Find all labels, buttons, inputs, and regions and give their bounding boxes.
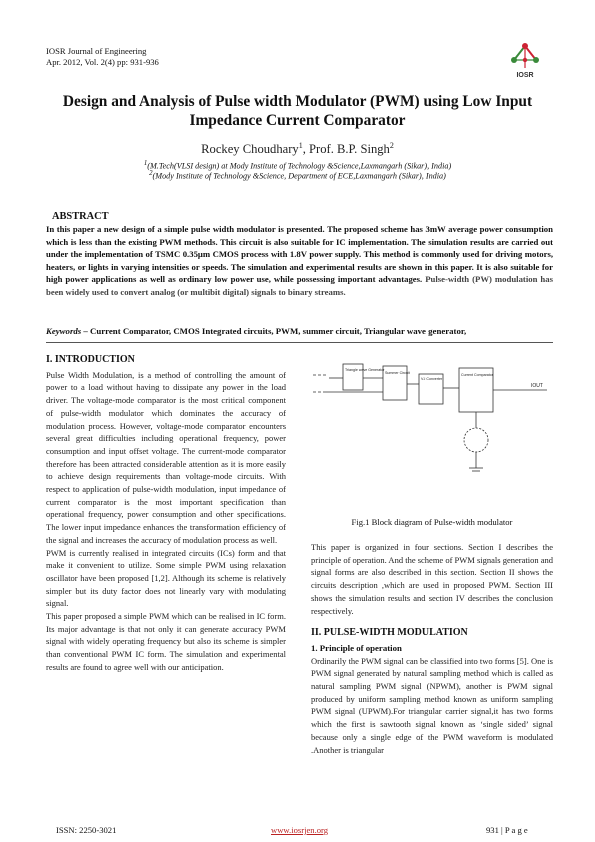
author-1-sup: 1 [298,141,303,150]
intro-paragraph-2: PWM is currently realised in integrated circuits (ICs) form and that make it convenient to utilize. Some simple PWM using relaxation oscillator have been proposed [1,2]. Although its scheme is relatively simpler but its duty factor does not linearly vary with modulating signal. [46,547,286,609]
affiliation-2 [40,170,555,181]
affiliation-2-text: (Mody Institute of Technology &Science, Department of ECE,Laxmangarh (Sikar), India) [152,171,446,181]
principle-paragraph: Ordinarily the PWM signal can be classified into two forms [5]. One is PWM signal generated by natural sampling method which is called as natural sampling PWM signal (NPWM), another is PWM signal produced by uniform sampling method known as uniform sampling PWM signal (UPWM).For triangular carrier signal,it has two forms which the first is sawtooth signal known as ‘single sided’ signal because only a single edge of the PWM waveform is modulated .Another is triangular [311,655,553,755]
footer-website-link[interactable]: www.iosrjen.org [271,825,329,835]
right-column [311,541,553,756]
author-2: , Prof. B.P. Singh [302,142,390,157]
section-divider [46,342,553,343]
section-2-heading: II. PULSE-WIDTH MODULATION [311,627,468,639]
affiliation-2-sup: 2 [149,170,153,177]
journal-issue: Apr. 2012, Vol. 2(4) pp: 931-936 [46,57,159,67]
block-label-2: Summer Circuit [385,371,410,375]
intro-paragraph-3: This paper proposed a simple PWM which can be realised in IC form. Its major advantage is that not only it can generate accuracy PWM signal with widely operating frequency but also its scheme is simpler than conventional PWM IC form. The simulation and experimental results are found to agree well with our anticipation. [46,611,286,672]
block-diagram [311,360,553,510]
author-2-sup: 2 [389,141,394,150]
intro-paragraph-1: Pulse Width Modulation, is a method of controlling the amount of power to a load without having to dissipate any power in the load driver. The voltage-mode comparator is the most critical component of pulse-width modulator which dominates the accuracy of modulation process. However, voltage-mode comparator encounters several great difficulties including operational frequency, power consumption and input offset voltage. The current-mode comparator therefore has been attracted considerable attention as it is more easily to achieve design requirements than voltage-mode circuits. With respect to application of pulse-width modulation, input impedance of current comparator is the most important specification than operational frequency, power consumption and other specifications. The lower input impedance enhances the transformation efficiency of the signal and increases the accuracy of modulation process as well. [46,369,286,545]
title-line-2: Impedance Current Comparator [189,112,406,129]
abstract-text: In this paper a new design of a simple pulse width modulator is presented. The proposed scheme has 3mW average power consumption which is less than the existing PWM methods. This circuit is also suitable for IC implementation. The simulation results are carried out under the implementation of TSMC 0.35μm CMOS process with 1.8V power supply. This method is commonly used for driving motors, heaters, or lights in varying intensities or speeds. The simulation and experimental results are shown in this paper. It is also suitable for high power applications as well as ordinary low power use, while possessing important advantages. [46,224,553,285]
title-line-1: Design and Analysis of Pulse width Modulator (PWM) using Low Input [62,93,533,110]
figure-caption: Fig.1 Block diagram of Pulse-width modulator [351,517,513,527]
block-label-3: V-I Converter [421,377,443,381]
keywords-text: – Current Comparator, CMOS Integrated circuits, PWM, summer circuit, Triangular wave generator, [81,326,467,336]
keywords [46,326,553,336]
affiliation-1-text: (M.Tech(VLSI design) at Mody Institute of Technology &Science,Laxmangarh (Sikar), India) [147,161,452,171]
keywords-label: Keywords [46,326,82,336]
footer-issn: ISSN: 2250-3021 [56,825,117,835]
authors [40,141,555,157]
footer-page-number: 931 | P a g e [486,825,528,835]
organization-paragraph: This paper is organized in four sections. Section I describes the principle of operation. And the scheme of PWM signals generation and signal forms are also described in this section. Section II shows the circuits description ,which are used in proposed PWM. Section III shows the simulation results and section IV describes the conclusion respectively. [311,542,553,616]
abstract-heading: ABSTRACT [52,211,109,222]
intro-heading: I. INTRODUCTION [46,354,135,365]
paper-title [40,92,555,130]
journal-logo [506,40,544,80]
abstract-body [46,223,553,299]
journal-header [46,46,159,68]
block-label-1: Triangle wave Generator [345,368,385,372]
output-label: IOUT [531,383,543,389]
abstract-text-extra: Pulse-width (PW) modulation has been widely used to convert analog (or multibit digital) signals to binary streams. [46,274,553,297]
current-source-icon [464,428,488,452]
subsection-1-heading: 1. Principle of operation [311,642,402,653]
block-label-4: Current Comparator [461,373,493,377]
intro-column [46,354,286,674]
affiliation-1-sup: 1 [143,160,148,167]
author-1: Rockey Choudhary [201,142,299,157]
journal-name: IOSR Journal of Engineering [46,46,147,56]
logo-text: IOSR [516,72,534,79]
molecule-icon [511,43,539,68]
